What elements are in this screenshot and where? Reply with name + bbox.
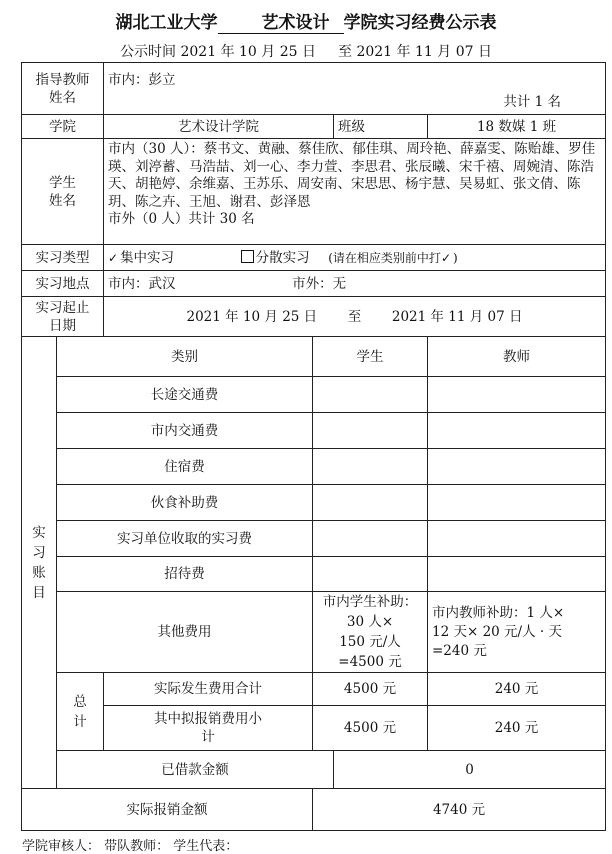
title-prefix: 湖北工业大学 <box>115 13 218 33</box>
other-fees-student: 市内学生补助：30 人× 150 元/人=4500 元 <box>313 592 428 673</box>
student-cell <box>313 485 428 521</box>
category-cell: 招待费 <box>57 557 313 592</box>
dates-row <box>22 297 606 337</box>
actual-total-teacher: 240 元 <box>428 673 606 706</box>
dates-sep: 至 <box>347 308 362 325</box>
publication-start: 2021 年 10 月 25 日 <box>180 44 316 60</box>
header-student: 学生 <box>313 337 428 377</box>
students-city-out: 市外（0 人）共计 30 名 <box>108 211 255 227</box>
teacher-label: 指导教师 姓名 <box>22 63 104 115</box>
dates-end: 2021 年 11 月 07 日 <box>391 308 523 325</box>
title-blank <box>218 13 252 34</box>
checkbox-icon[interactable] <box>241 250 254 263</box>
student-cell <box>313 413 428 449</box>
teacher-row <box>22 63 606 115</box>
other-fees-row <box>22 592 606 673</box>
actual-total-student: 4500 元 <box>313 673 428 706</box>
teacher-cell <box>428 377 606 413</box>
header-category: 类别 <box>57 337 313 377</box>
internship-type-row <box>22 245 606 271</box>
borrowed-label: 已借款金额 <box>57 751 334 789</box>
internship-type-label: 实习类型 <box>22 245 104 271</box>
student-cell <box>313 557 428 592</box>
location-city-in: 市内：武汉 <box>108 275 176 292</box>
teacher-cell <box>428 485 606 521</box>
college-row <box>22 115 606 139</box>
teacher-cell <box>428 557 606 592</box>
dates-start: 2021 年 10 月 25 日 <box>186 308 318 325</box>
teacher-total: 共计 1 名 <box>503 94 562 110</box>
teacher-cell <box>428 521 606 557</box>
header-teacher: 教师 <box>428 337 606 377</box>
category-cell: 住宿费 <box>57 449 313 485</box>
accounts-header-row <box>22 337 606 377</box>
category-cell: 长途交通费 <box>57 377 313 413</box>
title-college-fill: 艺术设计 <box>252 8 344 34</box>
college-label: 学院 <box>22 115 104 139</box>
table-row <box>22 449 606 485</box>
students-city-in: 市内（30 人）：蔡书文、黄融、蔡佳欣、郁佳琪、周玲艳、薛嘉雯、陈贻雄、罗佳瑛、刘渟蓄、马浩喆、刘一心、李力萱、李思君、张辰曦、宋千禧、周婉清、陈浩天、胡艳婷、余维嘉、王苏乐、周安南、宋思思、杨宇慧、吴易虹、张文倩、陈玥、陈之卉、王旭、谢君、彭泽恩 <box>108 141 596 210</box>
students-value <box>104 139 606 245</box>
actual-total-row <box>22 673 606 706</box>
note-checkmark-icon: ✓ <box>440 250 451 265</box>
table-row <box>22 521 606 557</box>
publication-sep: 至 <box>338 44 352 60</box>
option-scattered: 分散实习 <box>255 249 310 266</box>
table-row <box>22 485 606 521</box>
signature-footer: 学院审核人： 带队教师： 学生代表： <box>22 839 239 854</box>
checkmark-icon[interactable]: ✓ <box>108 250 119 265</box>
location-value <box>104 271 606 297</box>
college-value: 艺术设计学院 <box>104 115 334 139</box>
page-title <box>0 8 612 34</box>
teacher-value <box>104 63 606 115</box>
expense-form-table <box>21 62 606 831</box>
other-fees-label: 其他费用 <box>57 592 313 673</box>
actual-reimbursed-value: 4740 元 <box>313 789 606 831</box>
students-row <box>22 139 606 245</box>
borrowed-value: 0 <box>334 751 606 789</box>
accounts-side-label: 实 习 账 目 <box>22 337 57 789</box>
reimburse-sub-label: 其中拟报销费用小 计 <box>104 706 313 751</box>
dates-label: 实习起止 日期 <box>22 297 104 337</box>
dates-value <box>104 297 606 337</box>
borrowed-row <box>22 751 606 789</box>
other-fees-teacher: 市内教师补助：1 人× 12 天× 20 元/人 · 天 =240 元 <box>428 592 606 673</box>
location-label: 实习地点 <box>22 271 104 297</box>
type-note: (请在相应类别前中打✓ ) <box>328 250 458 265</box>
category-cell: 市内交通费 <box>57 413 313 449</box>
student-cell <box>313 377 428 413</box>
reimburse-sub-teacher: 240 元 <box>428 706 606 751</box>
class-value: 18 数媒 1 班 <box>428 115 606 139</box>
actual-reimbursed-label: 实际报销金额 <box>22 789 313 831</box>
actual-reimbursed-row <box>22 789 606 831</box>
teacher-cell <box>428 449 606 485</box>
option-centralized: 集中实习 <box>120 249 175 266</box>
internship-type-options <box>104 245 606 271</box>
category-cell: 伙食补助费 <box>57 485 313 521</box>
publication-end: 2021 年 11 月 07 日 <box>356 44 492 60</box>
class-label: 班级 <box>334 115 428 139</box>
student-cell <box>313 521 428 557</box>
publication-period <box>0 41 612 61</box>
students-label: 学生 姓名 <box>22 139 104 245</box>
table-row <box>22 557 606 592</box>
reimburse-sub-student: 4500 元 <box>313 706 428 751</box>
location-row <box>22 271 606 297</box>
title-suffix: 学院实习经费公示表 <box>343 13 497 33</box>
teacher-city-in: 市内：彭立 <box>108 72 176 88</box>
location-city-out: 市外：无 <box>292 275 347 292</box>
table-row <box>22 413 606 449</box>
table-row <box>22 377 606 413</box>
category-cell: 实习单位收取的实习费 <box>57 521 313 557</box>
teacher-cell <box>428 413 606 449</box>
publication-label: 公示时间 <box>120 44 177 60</box>
student-cell <box>313 449 428 485</box>
reimburse-sub-row <box>22 706 606 751</box>
total-label: 总 计 <box>57 673 104 751</box>
actual-total-label: 实际发生费用合计 <box>104 673 313 706</box>
